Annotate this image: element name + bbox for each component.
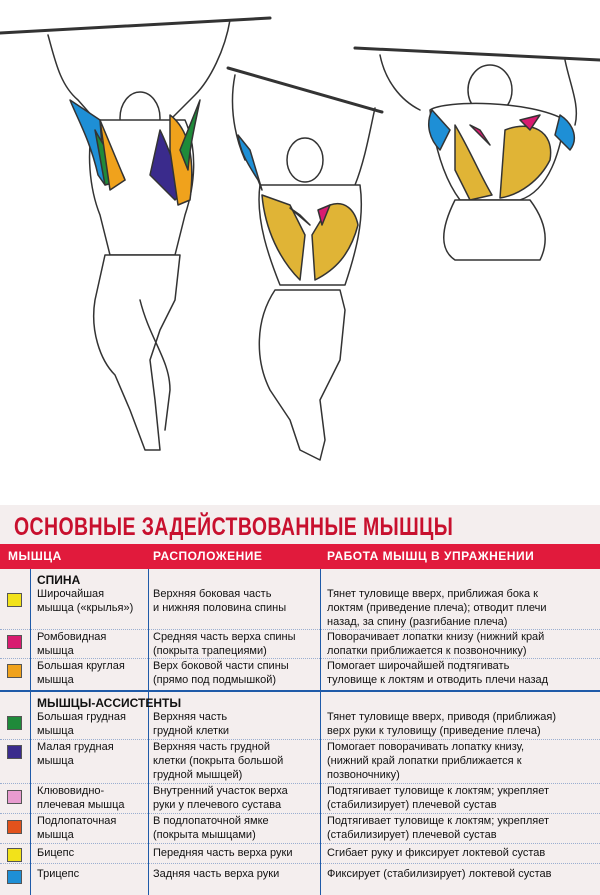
muscle-action: Тянет туловище вверх, приводя (приближая) верх руки к туловищу (приведение плеча): [327, 711, 557, 737]
column-divider: [30, 569, 31, 895]
muscle-location: Верхняя часть грудной клетки: [153, 711, 230, 737]
color-swatch: [7, 716, 22, 730]
color-swatch: [7, 870, 22, 884]
muscles-table: [0, 505, 600, 895]
muscle-name: Клювовидно- плечевая мышца: [37, 785, 125, 811]
muscle-action: Подтягивает туловище к локтям; укрепляет (стабилизирует) плечевой сустав: [327, 785, 550, 811]
muscle-location: Средняя часть верха спины (покрыта трапециями): [153, 631, 296, 657]
muscle-action: Подтягивает туловище к локтям; укрепляет (стабилизирует) плечевой сустав: [327, 815, 550, 841]
pullup-bar-2: [228, 68, 382, 112]
color-swatch: [7, 745, 22, 759]
row-divider: [0, 863, 600, 864]
color-swatch: [7, 664, 22, 678]
color-swatch: [7, 820, 22, 834]
muscle-name: Малая грудная мышца: [37, 741, 114, 767]
color-swatch: [7, 848, 22, 862]
muscle-name: Бицепс: [37, 847, 75, 859]
muscle-location: Верх боковой части спины (прямо под подмышкой): [153, 660, 289, 686]
muscle-name: Ромбовидная мышца: [37, 631, 107, 657]
muscle-name: Подлопаточная мышца: [37, 815, 117, 841]
column-divider: [148, 569, 149, 895]
muscle-action: Поворачивает лопатки книзу (нижний край лопатки приближается к позвоночнику): [327, 631, 545, 657]
muscle-name: Большая круглая мышца: [37, 660, 125, 686]
muscle-action: Фиксирует (стабилизирует) локтевой сустав: [327, 868, 552, 880]
muscle-action: Сгибает руку и фиксирует локтевой сустав: [327, 847, 546, 859]
muscle-location: Верхняя часть грудной клетки (покрыта большой грудной мышцей): [153, 741, 284, 781]
muscle-action: Помогает широчайшей подтягивать туловище к локтям и отводить плечи назад: [327, 660, 549, 686]
muscle-location: В подлопаточной ямке (покрыта мышцами): [153, 815, 269, 841]
figure-rear-upper-view: [380, 55, 576, 260]
section-divider: [0, 690, 600, 692]
muscle-name: Большая грудная мышца: [37, 711, 126, 737]
figure-back-view: [232, 75, 375, 460]
pullup-bar-3: [355, 48, 600, 60]
section-title-back: СПИНА: [37, 573, 81, 587]
row-divider: [0, 843, 600, 844]
color-swatch: [7, 593, 22, 607]
muscle-location: Внутренний участок верха руки у плечевого сустава: [153, 785, 288, 811]
figure-front-view: [48, 20, 230, 450]
header-location: РАСПОЛОЖЕНИЕ: [153, 549, 263, 563]
color-swatch: [7, 635, 22, 649]
muscle-location: Задняя часть верха руки: [153, 868, 280, 880]
table-title: ОСНОВНЫЕ ЗАДЕЙСТВОВАННЫЕ МЫШЦЫ: [14, 513, 454, 541]
section-title-assistants: МЫШЦЫ-АССИСТЕНТЫ: [37, 696, 182, 710]
muscle-location: Верхняя боковая часть и нижняя половина спины: [153, 588, 287, 614]
muscle-name: Широчайшая мышца («крылья»): [37, 588, 134, 614]
header-muscle: МЫШЦА: [8, 549, 62, 563]
color-swatch: [7, 790, 22, 804]
header-action: РАБОТА МЫШЦ В УПРАЖНЕНИИ: [327, 549, 535, 563]
muscle-name: Трицепс: [37, 868, 80, 880]
muscle-action: Помогает поворачивать лопатку книзу, (нижний край лопатки приближается к позвоночнику): [327, 741, 525, 781]
muscle-action: Тянет туловище вверх, приближая бока к локтям (приведение плеча); отводит плечи назад, за спину (разгибание плеча): [327, 588, 547, 628]
muscle-location: Передняя часть верха руки: [153, 847, 293, 859]
